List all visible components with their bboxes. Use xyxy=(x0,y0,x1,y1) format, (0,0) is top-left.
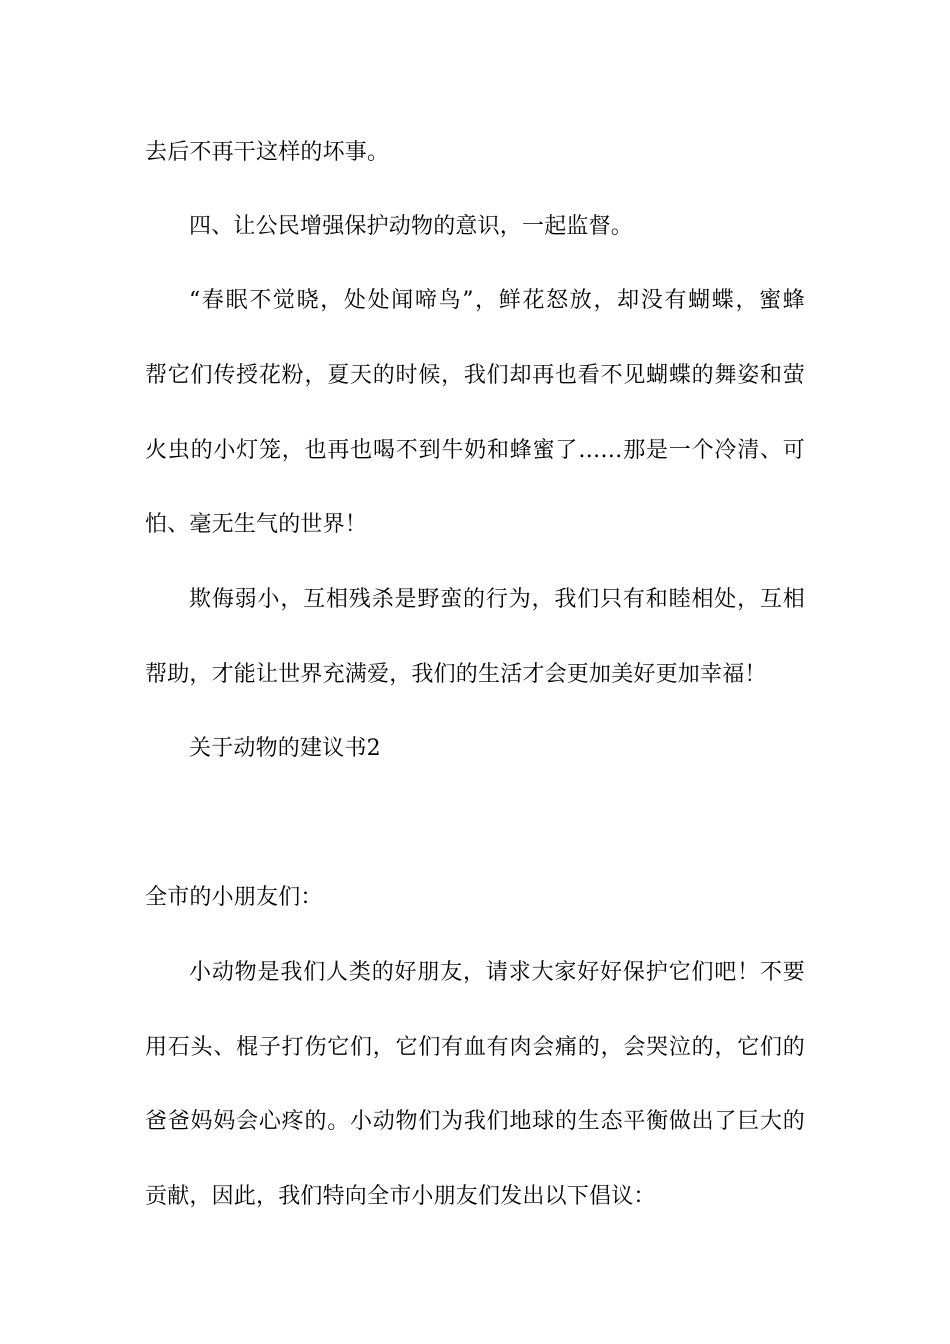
paragraph-line-3: “春眠不觉晓，处处闻啼鸟”，鲜花怒放，却没有蝴蝶，蜜蜂 xyxy=(189,288,805,313)
paragraph-line-7: 欺侮弱小，互相残杀是野蛮的行为，我们只有和睦相处，互相 xyxy=(189,587,805,612)
paragraph-line-4: 帮它们传授花粉，夏天的时候，我们却再也看不见蝴蝶的舞姿和萤 xyxy=(145,363,805,388)
paragraph-line-11: 小动物是我们人类的好朋友，请求大家好好保护它们吧！不要 xyxy=(189,960,805,985)
section-title: 关于动物的建议书2 xyxy=(189,736,381,761)
salutation: 全市的小朋友们： xyxy=(145,885,323,910)
paragraph-line-6: 怕、毫无生气的世界！ xyxy=(145,512,368,537)
paragraph-line-5: 火虫的小灯笼，也再也喝不到牛奶和蜂蜜了……那是一个冷清、可 xyxy=(145,438,805,463)
paragraph-line-13: 爸爸妈妈会心疼的。小动物们为我们地球的生态平衡做出了巨大的 xyxy=(145,1109,805,1134)
paragraph-line-8: 帮助，才能让世界充满爱，我们的生活才会更加美好更加幸福！ xyxy=(145,662,767,687)
paragraph-line-1: 去后不再干这样的坏事。 xyxy=(145,140,390,165)
section-heading-four: 四、让公民增强保护动物的意识，一起监督。 xyxy=(189,214,634,239)
paragraph-line-12: 用石头、棍子打伤它们，它们有血有肉会痛的，会哭泣的，它们的 xyxy=(145,1035,805,1060)
paragraph-line-14: 贡献，因此，我们特向全市小朋友们发出以下倡议： xyxy=(145,1184,656,1209)
